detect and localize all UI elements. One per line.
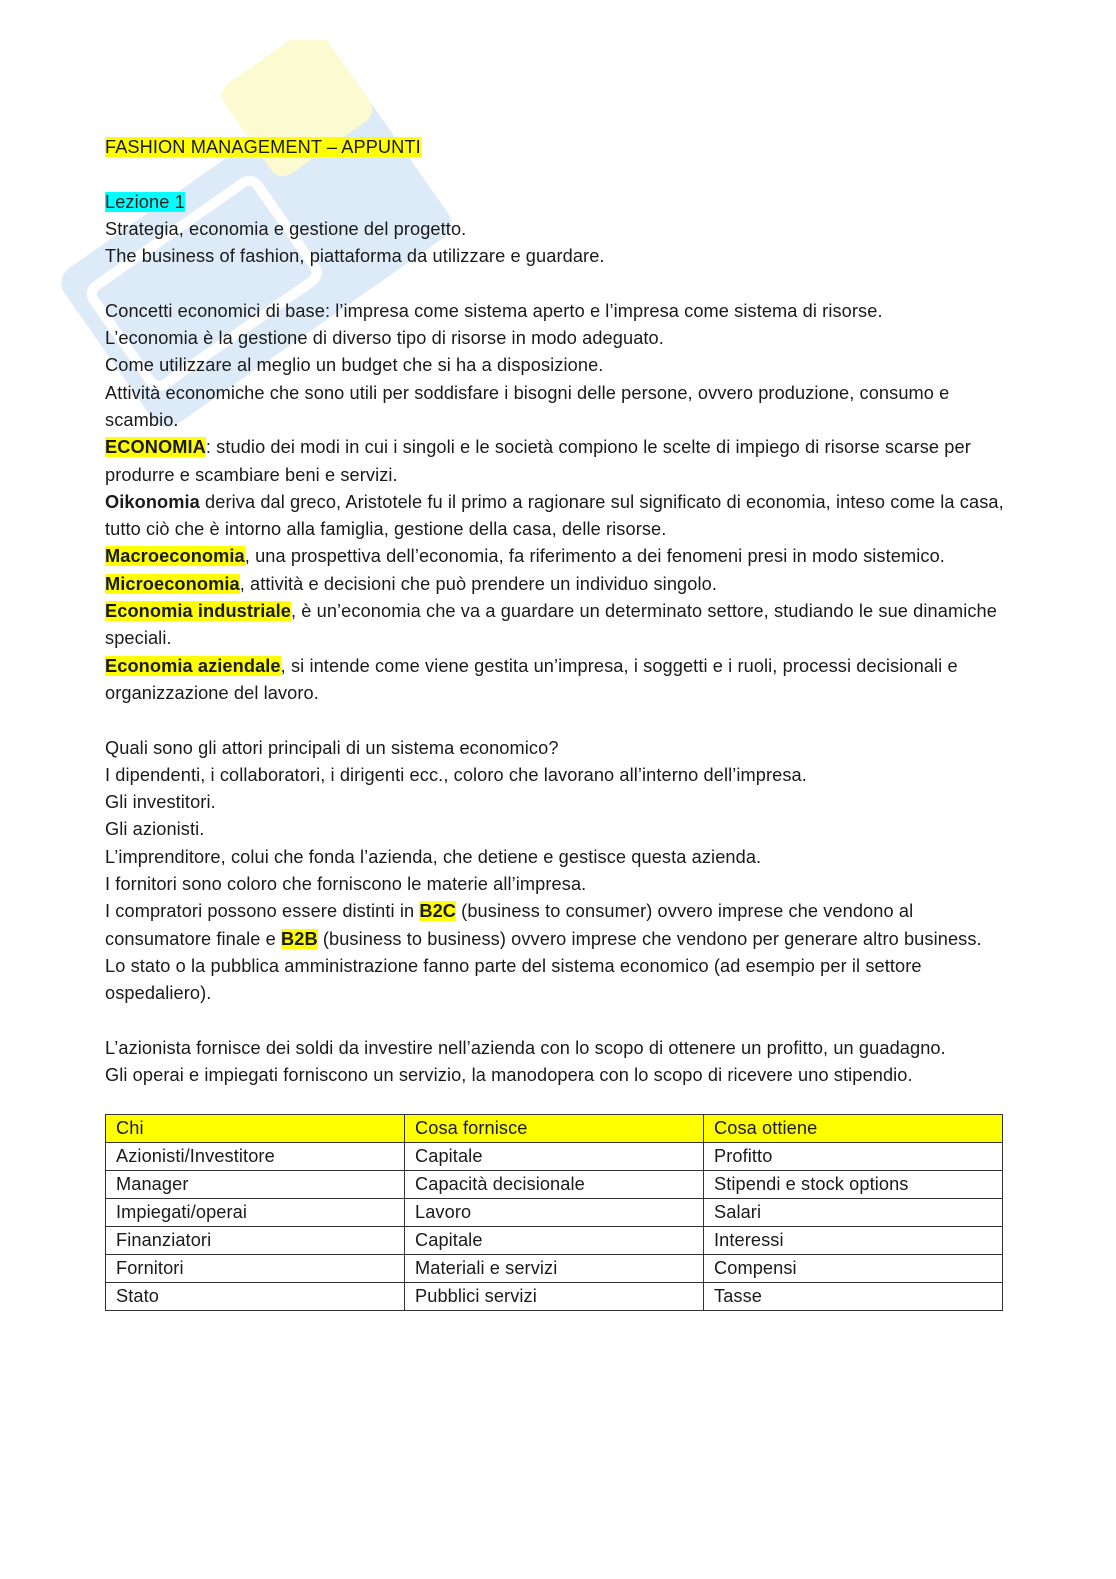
lesson-heading: Lezione 1	[105, 191, 185, 212]
concept-line: Concetti economici di base: l’impresa come sistema aperto e l’impresa come sistema di risorse.	[105, 300, 883, 321]
intro-line: Strategia, economia e gestione del progetto.	[105, 218, 467, 239]
table-cell: Capitale	[405, 1227, 704, 1255]
table-cell: Finanziatori	[106, 1227, 405, 1255]
table-cell: Capacità decisionale	[405, 1171, 704, 1199]
table-cell: Interessi	[704, 1227, 1003, 1255]
table-cell: Fornitori	[106, 1255, 405, 1283]
table-header-cell: Cosa ottiene	[704, 1115, 1003, 1143]
table-row	[106, 1283, 1003, 1311]
table-cell: Azionisti/Investitore	[106, 1143, 405, 1171]
table-header-cell: Cosa fornisce	[405, 1115, 704, 1143]
definition: ECONOMIA: studio dei modi in cui i singoli e le società compiono le scelte di impiego di risorse scarse per produrre e scambiare beni e servizi.	[105, 437, 971, 485]
table-cell: Capitale	[405, 1143, 704, 1171]
table-header-row	[106, 1115, 1003, 1143]
actors-line: I dipendenti, i collaboratori, i dirigenti ecc., coloro che lavorano all’interno dell’impresa.	[105, 764, 807, 785]
concept-line: Come utilizzare al meglio un budget che si ha a disposizione.	[105, 355, 604, 376]
definition-term: Microeconomia	[105, 573, 240, 594]
actors-line: Quali sono gli attori principali di un sistema economico?	[105, 737, 559, 758]
doc-title: FASHION MANAGEMENT – APPUNTI	[105, 137, 421, 157]
document-page	[105, 134, 1005, 1311]
closing-line: L’azionista fornisce dei soldi da investire nell’azienda con lo scopo di ottenere un profitto, un guadagno.	[105, 1037, 946, 1058]
closing-line: Gli operai e impiegati forniscono un servizio, la manodopera con lo scopo di ricevere uno stipendio.	[105, 1065, 913, 1086]
actors-line: L’imprenditore, colui che fonda l’azienda, che detiene e gestisce questa azienda.	[105, 846, 762, 867]
table-cell: Pubblici servizi	[405, 1283, 704, 1311]
state-line: Lo stato o la pubblica amministrazione fanno parte del sistema economico (ad esempio per il settore ospedaliero).	[105, 955, 922, 1004]
table-cell: Stipendi e stock options	[704, 1171, 1003, 1199]
actors-table	[105, 1114, 1003, 1311]
table-cell: Manager	[106, 1171, 405, 1199]
concept-line: Attività economiche che sono utili per soddisfare i bisogni delle persone, ovvero produzione, consumo e scambio.	[105, 382, 950, 430]
b2b-term: B2B	[281, 928, 318, 949]
table-cell: Tasse	[704, 1283, 1003, 1311]
table-cell: Lavoro	[405, 1199, 704, 1227]
definition: Oikonomia deriva dal greco, Aristotele fu il primo a ragionare sul significato di economia, inteso come la casa, tutto ciò che è intorno alla famiglia, gestione della casa, delle risorse.	[105, 491, 1004, 540]
definition: Economia industriale, è un’economia che va a guardare un determinato settore, studiando le sue dinamiche speciali.	[105, 601, 997, 649]
table-cell: Materiali e servizi	[405, 1255, 704, 1283]
table-row	[106, 1143, 1003, 1171]
table-row	[106, 1255, 1003, 1283]
definition: Microeconomia, attività e decisioni che può prendere un individuo singolo.	[105, 573, 717, 594]
table-row	[106, 1227, 1003, 1255]
actors-line: I fornitori sono coloro che forniscono le materie all’impresa.	[105, 874, 587, 895]
actors-line: Gli investitori.	[105, 792, 216, 813]
table-cell: Stato	[106, 1283, 405, 1311]
table-header-cell: Chi	[106, 1115, 405, 1143]
definition: Macroeconomia, una prospettiva dell’economia, fa riferimento a dei fenomeni presi in modo sistemico.	[105, 546, 945, 567]
definition-term: ECONOMIA	[105, 437, 206, 458]
buyers-line: I compratori possono essere distinti in B2C (business to consumer) ovvero imprese che vendono al consumatore finale e B2B (business to business) ovvero imprese che vendono per generare altro business.	[105, 901, 982, 949]
intro-line: The business of fashion, piattaforma da utilizzare e guardare.	[105, 246, 605, 267]
definition-term: Economia aziendale	[105, 655, 281, 676]
table-cell: Profitto	[704, 1143, 1003, 1171]
definition-term: Oikonomia	[105, 491, 200, 512]
actors-line: Gli azionisti.	[105, 819, 205, 840]
concept-line: L’economia è la gestione di diverso tipo di risorse in modo adeguato.	[105, 328, 664, 349]
table-row	[106, 1171, 1003, 1199]
table-cell: Salari	[704, 1199, 1003, 1227]
table-cell: Compensi	[704, 1255, 1003, 1283]
table-row	[106, 1199, 1003, 1227]
table-cell: Impiegati/operai	[106, 1199, 405, 1227]
definition-term: Economia industriale	[105, 601, 291, 622]
definition: Economia aziendale, si intende come viene gestita un’impresa, i soggetti e i ruoli, processi decisionali e organizzazione del lavoro.	[105, 655, 958, 703]
definition-term: Macroeconomia	[105, 546, 245, 567]
b2c-term: B2C	[419, 901, 457, 922]
